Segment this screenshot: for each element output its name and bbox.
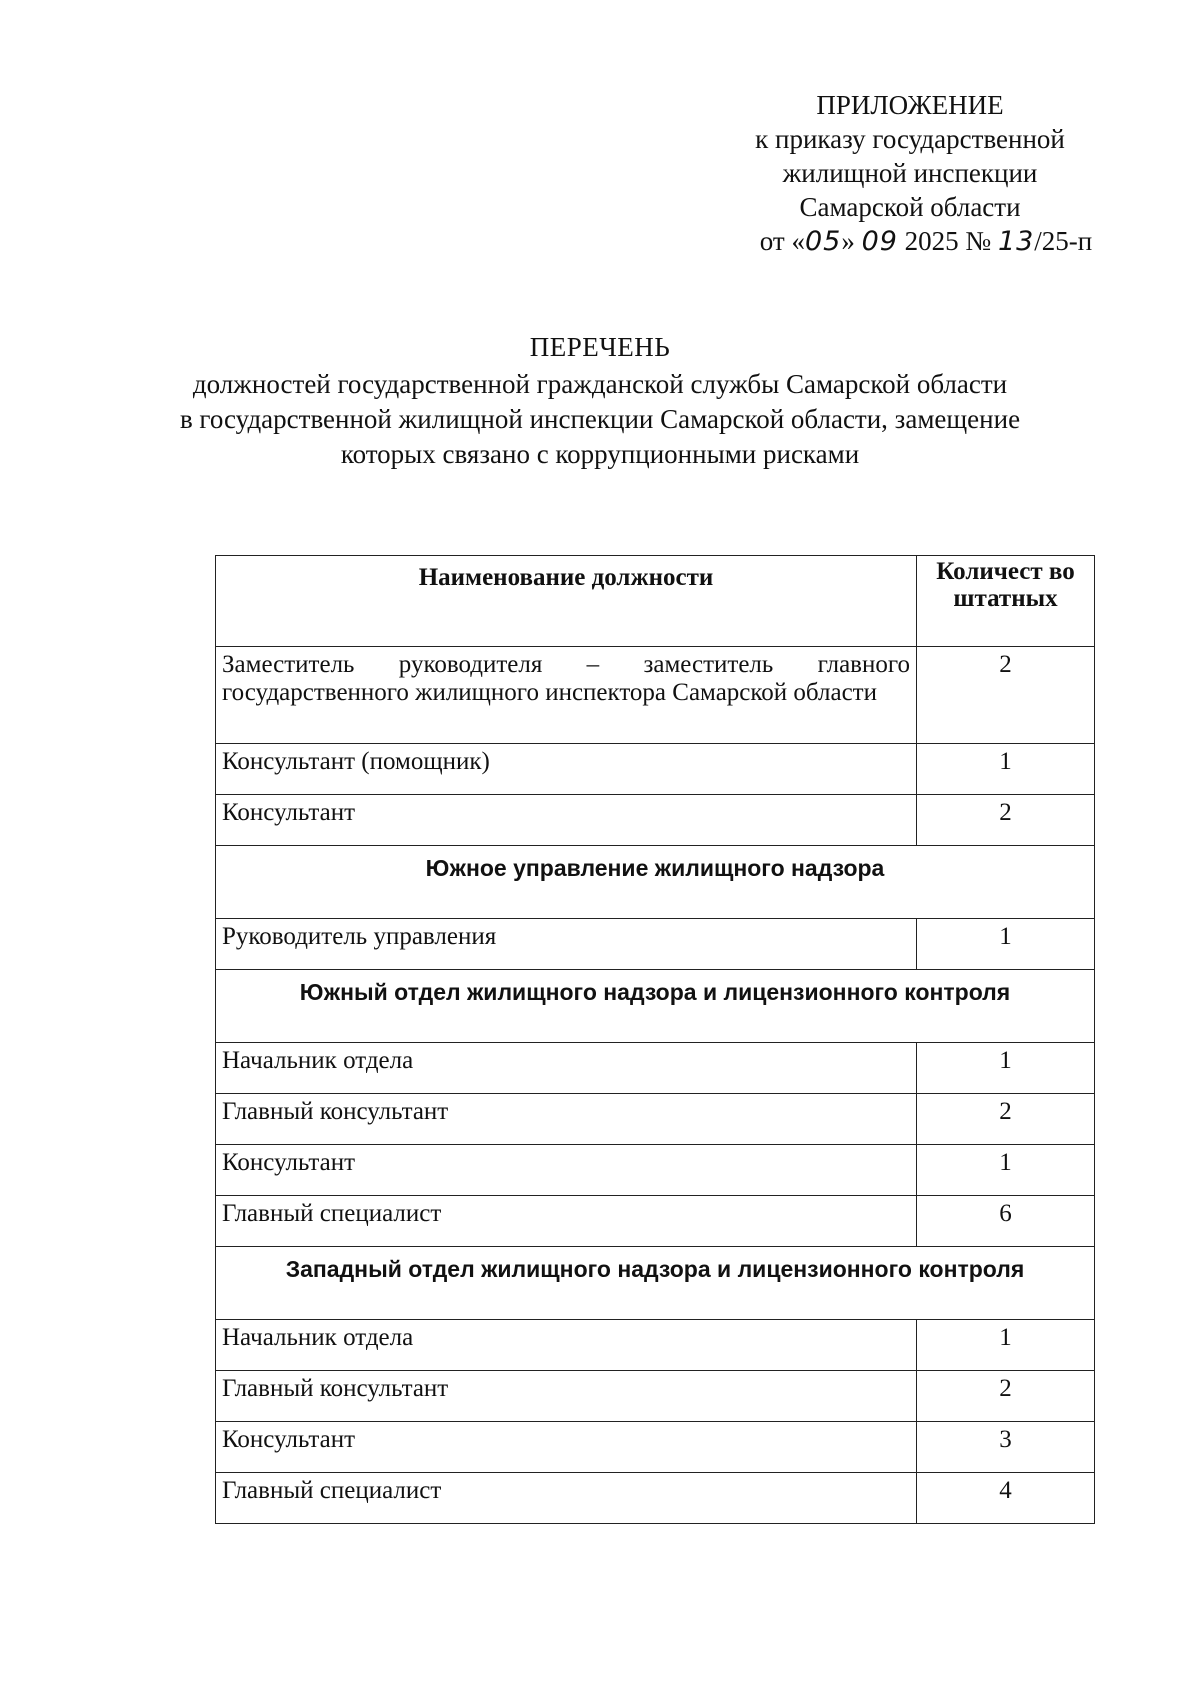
appendix-line: Самарской области xyxy=(799,192,1021,222)
appendix-line: жилищной инспекции xyxy=(782,158,1038,188)
position-name: Начальник отдела xyxy=(216,1043,917,1094)
staff-count: 1 xyxy=(917,1145,1095,1196)
table-row xyxy=(216,1371,1095,1422)
table-row xyxy=(216,1196,1095,1247)
position-name: Консультант xyxy=(216,1145,917,1196)
table-row xyxy=(216,1473,1095,1524)
staff-count: 4 xyxy=(917,1473,1095,1524)
position-name: Заместитель руководителя – заместитель главного государственного жилищного инспектора Самарской области xyxy=(216,647,917,744)
staff-count: 6 xyxy=(917,1196,1095,1247)
staff-count: 2 xyxy=(917,795,1095,846)
document-title: ПЕРЕЧЕНЬ xyxy=(529,332,671,362)
document-subtitle-line: которых связано с коррупционными рисками xyxy=(340,439,860,469)
position-name: Консультант xyxy=(216,795,917,846)
handwritten-day: 05 xyxy=(804,226,842,257)
section-header-row xyxy=(216,1247,1095,1320)
handwritten-order-number: 13 xyxy=(997,226,1035,257)
staff-count: 3 xyxy=(917,1422,1095,1473)
table-header-row xyxy=(216,556,1095,647)
document-subtitle-line: в государственной жилищной инспекции Самарской области, замещение xyxy=(179,404,1021,434)
appendix-block xyxy=(700,88,1120,259)
table-row xyxy=(216,1422,1095,1473)
table-row xyxy=(216,1320,1095,1371)
table-row xyxy=(216,919,1095,970)
staff-count: 1 xyxy=(917,744,1095,795)
staff-count: 1 xyxy=(917,919,1095,970)
position-name: Главный консультант xyxy=(216,1094,917,1145)
order-date-line: от «05» 09 2025 № 13/25-п xyxy=(759,226,1093,257)
staff-count: 2 xyxy=(917,1094,1095,1145)
section-header-row xyxy=(216,970,1095,1043)
staff-count: 2 xyxy=(917,647,1095,744)
appendix-title: ПРИЛОЖЕНИЕ xyxy=(816,90,1004,120)
position-name: Руководитель управления xyxy=(216,919,917,970)
position-name: Главный специалист xyxy=(216,1196,917,1247)
section-title: Южный отдел жилищного надзора и лицензионного контроля xyxy=(216,970,1095,1043)
position-name: Главный специалист xyxy=(216,1473,917,1524)
staff-count: 1 xyxy=(917,1320,1095,1371)
document-title-block xyxy=(150,330,1050,472)
staff-count: 1 xyxy=(917,1043,1095,1094)
table-row xyxy=(216,744,1095,795)
table-row xyxy=(216,1043,1095,1094)
position-name: Начальник отдела xyxy=(216,1320,917,1371)
table-row xyxy=(216,795,1095,846)
position-name: Консультант xyxy=(216,1422,917,1473)
section-title: Западный отдел жилищного надзора и лицензионного контроля xyxy=(216,1247,1095,1320)
positions-table xyxy=(215,555,1095,1524)
header-position-name: Наименование должности xyxy=(216,556,917,647)
document-subtitle-line: должностей государственной гражданской службы Самарской области xyxy=(192,369,1008,399)
header-staff-count: Количест во штатных xyxy=(917,556,1095,647)
table-row xyxy=(216,1094,1095,1145)
appendix-line: к приказу государственной xyxy=(755,124,1065,154)
table-row xyxy=(216,1145,1095,1196)
position-name: Консультант (помощник) xyxy=(216,744,917,795)
section-header-row xyxy=(216,846,1095,919)
staff-count: 2 xyxy=(917,1371,1095,1422)
handwritten-month: 09 xyxy=(861,226,898,257)
section-title: Южное управление жилищного надзора xyxy=(216,846,1095,919)
position-name: Главный консультант xyxy=(216,1371,917,1422)
table-row xyxy=(216,647,1095,744)
